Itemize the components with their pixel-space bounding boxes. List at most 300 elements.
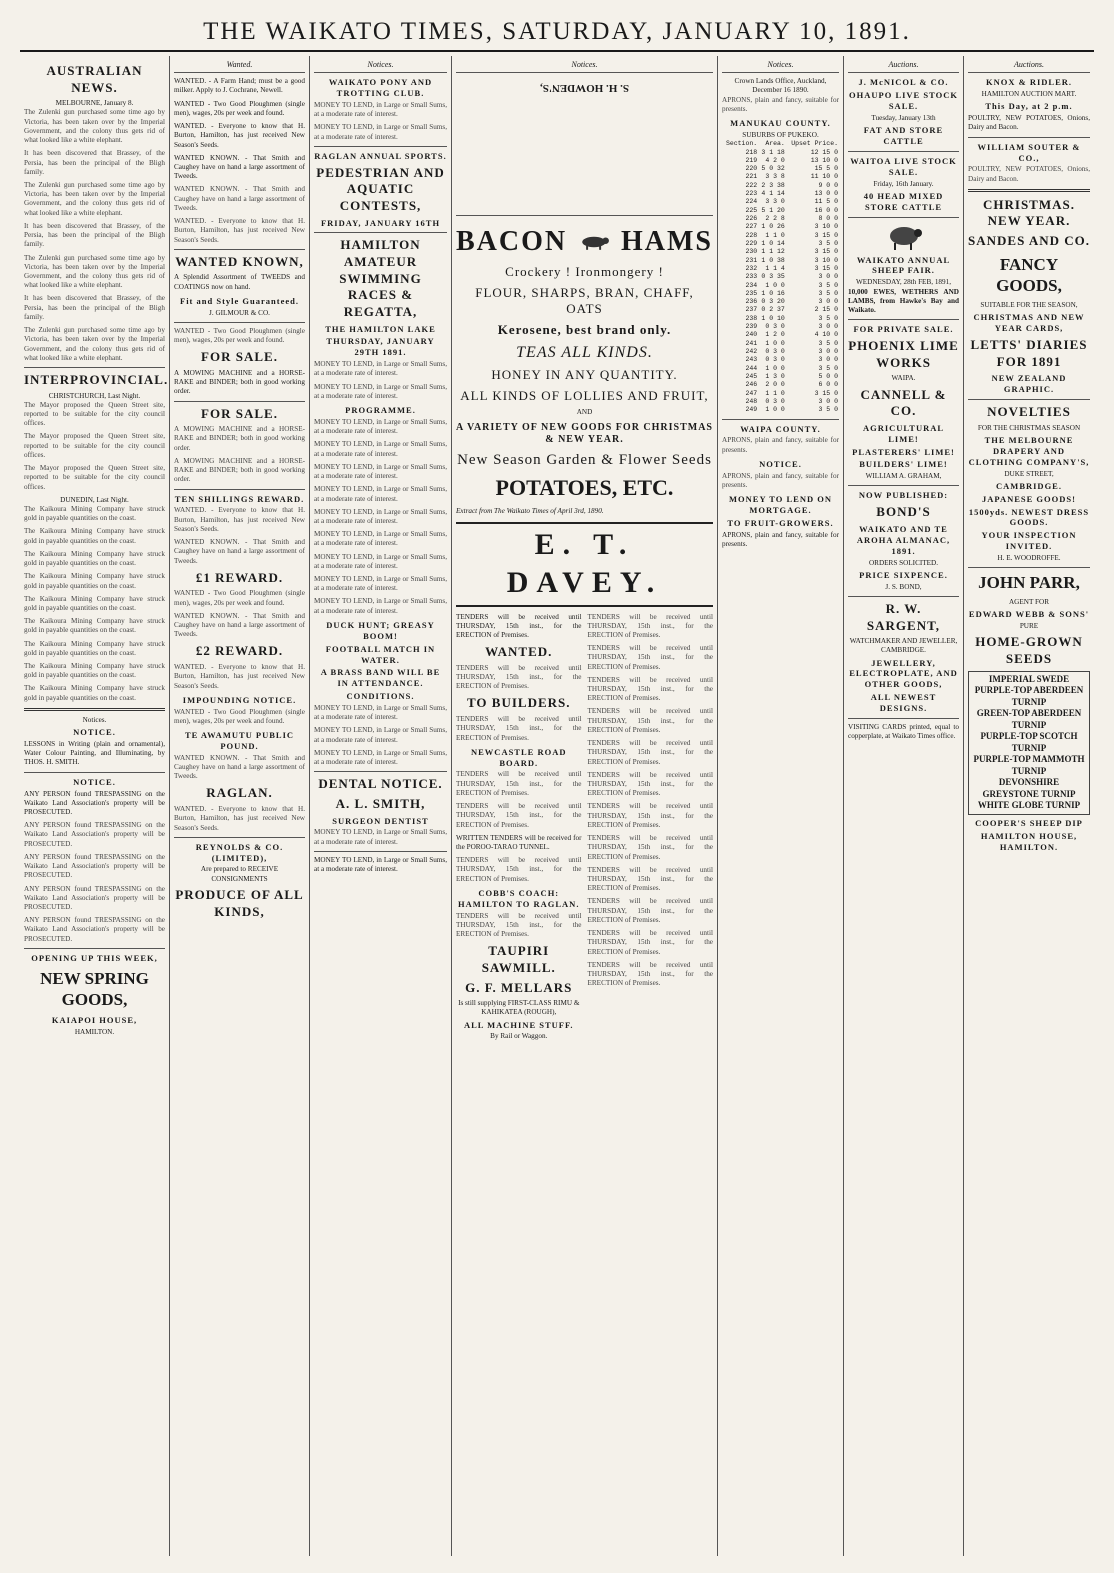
section-price: 3 0 0 [818,356,838,364]
section-number: 244 [745,364,758,372]
section-number: 231 [745,256,758,264]
wanted-known-text: A Splendid Assortment of TWEEDS and COATINGS now on hand. [174,273,305,291]
pure: PURE [1019,622,1039,631]
section-number: 235 [745,289,758,297]
impound-text: WANTED - Two Good Ploughmen (single men), wages, 20s per week and found. [174,707,305,725]
receive: Are prepared to RECEIVE CONSIGNMENTS [200,865,279,883]
section-price: 9 0 0 [818,181,838,189]
col-left [456,613,582,1042]
raglan-sports: RAGLAN ANNUAL SPORTS. [314,150,447,161]
extract: Extract from The Waikato Times of April 3rd, 1890. [456,506,604,515]
column-4 [452,56,718,1556]
for-season: FOR THE CHRISTMAS SEASON [977,423,1081,432]
section-area: 0 3 0 [765,323,785,331]
section-price: 3 0 0 [818,348,838,356]
agent-for: AGENT FOR [1008,598,1049,607]
gilmour: J. GILMOUR & CO. [209,308,270,317]
column-6 [844,56,964,1556]
section-row [722,373,839,381]
section-row [722,365,839,373]
tenders: TENDERS will be received until THURSDAY, 15th inst., for the ERECTION of Premises. [456,612,582,639]
duke-street: DUKE STREET, [1004,469,1054,478]
sandes: SANDES AND CO. [968,233,1090,249]
section-row [722,282,839,290]
section-number: 234 [745,281,758,289]
notice: NOTICE. [759,458,802,469]
now-published: NOW PUBLISHED: [858,490,949,501]
section-number: 241 [745,339,758,347]
sections-table [722,140,839,414]
reward-heading: TEN SHILLINGS REWARD. [174,493,305,504]
pound-text: WANTED KNOWN. - That Smith and Caughey have on hand a large assortment of Tweeds. [174,753,305,781]
crockery: Crockery ! Ironmongery ! [505,264,664,280]
honey: HONEY IN ANY QUANTITY. [491,367,678,383]
woodroffe: H. E. WOODROFFE. [997,554,1061,563]
programme-text: MONEY TO LEND, in Large or Small Sums, at a moderate rate of interest. [314,597,447,615]
section-area: 1 0 0 [765,364,785,372]
section-price: 3 0 0 [818,397,838,405]
japanese: JAPANESE GOODS! [982,493,1076,504]
section-number: 248 [745,397,758,405]
section-price: 3 5 0 [818,406,838,414]
section-number: 245 [745,372,758,380]
programme: PROGRAMME. [345,405,416,416]
section-price: 3 5 0 [818,364,838,372]
section-number: 247 [745,389,758,397]
col-right [588,613,714,1042]
tenders: TENDERS will be received until THURSDAY, 15th inst., for the ERECTION of Premises. [456,770,582,797]
friday: Friday, 16th January. [873,179,934,188]
tenders: TENDERS will be received until THURSDAY, 15th inst., for the ERECTION of Premises. [587,770,713,798]
article-text: The Zulenki gun purchased some time ago by Victoria, has been taken over by the Imperial Government, and the colony thus gets rid of what looked like a white elephant. [24,108,165,145]
section-row [722,215,839,223]
column-heading: Notices. [456,60,713,73]
section-area: 3 3 8 [765,173,785,181]
section-number: 249 [745,406,758,414]
for-sale-text: A MOWING MACHINE and a HORSE-RAKE and BINDER; both in good working order. [174,456,305,484]
notice-text: APRONS, plain and fancy, suitable for presents. [722,471,839,489]
section-row [722,323,839,331]
jsbond: J. S. BOND, [885,582,922,591]
fat-cattle: FAT AND STORE CATTLE [863,125,944,146]
section-area: 5 0 32 [761,165,785,173]
lake: THE HAMILTON LAKE [325,323,436,334]
reward-text: WANTED - Two Good Ploughmen (single men), wages, 20s per week and found. [174,589,305,607]
dress-goods: 1500yds. NEWEST DRESS GOODS. [968,506,1090,528]
raglan-text: WANTED. - Everyone to know that H. Burton, Hamilton, has just received New Season's Seeds. [174,805,305,832]
conditions-text: MONEY TO LEND, in Large or Small Sums, at a moderate rate of interest. [314,748,447,767]
article-text: It has been discovered that Brassey, of the Persia, has been the principal of the Bligh family. [24,221,165,249]
fruit: TO FRUIT-GROWERS. [727,517,834,528]
garden-seeds: New Season Garden & Flower Seeds [457,452,712,469]
seed-item: DEVONSHIRE GREYSTONE TURNIP [982,777,1076,799]
graham: WILLIAM A. GRAHAM, [865,472,942,481]
waitoa: WAITOA LIVE STOCK SALE. [850,155,957,177]
article-text: The Mayor proposed the Queen Street site, reported to be suitable for the city council offices. [24,464,165,491]
tenders: TENDERS will be received until THURSDAY, 15th inst., for the ERECTION of Premises. [587,675,713,703]
watchmaker: WATCHMAKER AND JEWELLER, CAMBRIDGE. [849,637,958,655]
section-price: 3 5 0 [818,339,838,347]
programme-text: MONEY TO LEND, in Large or Small Sums, at a moderate rate of interest. [314,485,447,503]
written: WRITTEN TENDERS will be received for the POROO-TARAO TUNNEL. [456,833,582,852]
pound-heading: TE AWAMUTU PUBLIC POUND. [184,730,295,751]
section-row [722,398,839,406]
section-number: 229 [745,239,758,247]
friday-date: FRIDAY, JANUARY 16TH [320,217,441,228]
letts: LETTS' DIARIES FOR 1891 [970,337,1088,369]
tenders: TENDERS will be received until THURSDAY, 15th inst., for the ERECTION of Premises. [587,802,713,829]
wanted-ad: WANTED KNOWN. - That Smith and Caughey have on hand a large assortment of Tweeds. [174,185,305,212]
auction-mart: HAMILTON AUCTION MART. [981,90,1077,99]
surgeon: SURGEON DENTIST [332,815,429,826]
section-row [722,306,839,314]
wednesday: WEDNESDAY, 28th FEB, 1891, [855,278,952,287]
section-number: 243 [745,356,758,364]
lollies: ALL KINDS OF LOLLIES AND FRUIT, [460,387,709,403]
inspection: YOUR INSPECTION INVITED. [981,530,1077,552]
reward-text: WANTED KNOWN. - That Smith and Caughey have on hand a large assortment of Tweeds. [174,611,305,639]
waipa-text: APRONS, plain and fancy, suitable for presents. [722,436,839,454]
section-area: 1 1 12 [761,248,785,256]
davey: E. T. DAVEY. [456,522,713,607]
section-price: 13 0 0 [814,190,838,198]
article-text: The Zulenki gun purchased some time ago by Victoria, has been taken over by the Imperial Government, and the colony thus gets rid of what looked like a white elephant. [24,181,165,217]
masthead: THE WAIKATO TIMES, SATURDAY, JANUARY 10, 1891. [20,18,1094,52]
area-header: Area. [765,140,785,148]
tuesday: Tuesday, January 13th [871,113,936,122]
article-text: The Kaikoura Mining Company have struck gold in payable quantities on the coast. [24,594,165,612]
agri-lime: AGRICULTURAL LIME! [862,422,945,444]
hamilton-house: HAMILTON HOUSE, HAMILTON. [980,830,1078,852]
notice-text: ANY PERSON found TRESPASSING on the Waikato Land Association's property will be PROSECUTED. [24,821,165,848]
cooper: COOPER'S SHEEP DIP [975,817,1083,828]
section-row [722,149,839,157]
article-text: The Kaikoura Mining Company have struck gold in payable quantities on the coast. [24,662,165,680]
section-area: 1 0 16 [761,289,785,297]
tenders: TENDERS will be received until THURSDAY, 15th inst., for the ERECTION of Premises. [587,929,713,956]
cards: CHRISTMAS AND NEW YEAR CARDS, [973,312,1085,334]
tenders: TENDERS will be received until THURSDAY, 15th inst., for the ERECTION of Premises. [456,663,582,691]
impound-heading: IMPOUNDING NOTICE. [182,694,297,705]
poultry: POULTRY, NEW POTATOES, Onions, Dairy and Bacon. [968,114,1090,132]
jewellery: JEWELLERY, ELECTROPLATE, AND OTHER GOODS, [849,657,958,690]
column-1 [20,56,170,1556]
section-area: 2 3 38 [761,181,785,189]
price: PRICE SIXPENCE. [859,569,948,580]
orders: ORDERS SOLICITED. [868,558,939,567]
section-price: 3 15 0 [814,231,838,239]
section-area: 4 1 14 [761,190,785,198]
section-number: 240 [745,331,758,339]
conditions-text: MONEY TO LEND, in Large or Small Sums, at a moderate rate of interest. [314,726,447,744]
section-number: 246 [745,381,758,389]
seed-list [968,671,1090,815]
section-price: 3 5 0 [818,289,838,297]
smith: A. L. SMITH, [335,795,426,811]
section-area: 1 1 4 [765,264,785,272]
seed-item: IMPERIAL SWEDE [988,673,1070,684]
seed-item: PURPLE-TOP ABERDEEN TURNIP [974,685,1084,707]
section-row [722,340,839,348]
wanted-ad: WANTED. - Everyone to know that H. Burton, Hamilton, has just received New Season's Seeds. [174,122,305,149]
section-price: 3 5 0 [818,281,838,289]
pedestrian: PEDESTRIAN AND AQUATIC CONTESTS, [316,164,445,213]
wanted-ad: WANTED KNOWN. - That Smith and Caughey have on hand a large assortment of Tweeds. [174,153,305,181]
builders: TO BUILDERS. [466,695,571,711]
section-price: 12 15 0 [810,148,838,156]
bacon-word: BACON [456,226,568,258]
section-area: 1 0 0 [765,406,785,414]
section-row [722,198,839,206]
section-number: 236 [745,298,758,306]
section-area: 2 2 8 [765,215,785,223]
section-area: 1 1 0 [765,231,785,239]
column-heading: Notices. [722,60,839,73]
sheep-icon [884,222,924,252]
ohaupo: OHAUPO LIVE STOCK SALE. [849,90,958,111]
section-price: 11 10 0 [810,173,838,181]
sargent: R. W. SARGENT, [866,600,941,633]
mellars: G. F. MELLARS [465,979,573,995]
pony-text: MONEY TO LEND, in Large or Small Sums, at a moderate rate of interest. [314,100,447,119]
reward-heading: £1 REWARD. [195,569,284,585]
programme-text: MONEY TO LEND, in Large or Small Sums, at a moderate rate of interest. [314,575,447,593]
section-number: 238 [745,314,758,322]
notice-title: NOTICE. [73,727,116,738]
cambridge: CAMBRIDGE. [996,480,1062,491]
section-area: 1 0 10 [761,314,785,322]
article-text: The Kaikoura Mining Company have struck gold in payable quantities on the coast. [24,639,165,657]
section-price: 4 10 0 [814,331,838,339]
notices-heading: Notices. [82,715,107,724]
graphic: NEW ZEALAND GRAPHIC. [991,373,1067,395]
teas: TEAS ALL KINDS. [516,343,653,361]
davey-row [456,613,713,1042]
section-row [722,298,839,306]
dateline: CHRISTCHURCH, Last Night. [48,391,141,400]
wanted-ad: WANTED. - A Farm Hand; must be a good milker. Apply to J. Cochrane, Newell. [174,77,305,95]
notice-text: ANY PERSON found TRESPASSING on the Waikato Land Association's property will be PROSECUTED. [24,789,165,816]
section-number: 222 [745,181,758,189]
john-parr: JOHN PARR, [978,573,1080,593]
conditions: CONDITIONS. [346,691,415,702]
raglan-heading: RAGLAN. [206,785,273,801]
programme-text: MONEY TO LEND, in Large or Small Sums, at a moderate rate of interest. [314,530,447,548]
column-7 [964,56,1094,1556]
article-text: The Kaikoura Mining Company have struck gold in payable quantities on the coast. [24,527,165,545]
section-row [722,157,839,165]
column-heading: Auctions. [848,60,959,73]
upset-header: Upset Price. [791,140,838,148]
section-area: 1 0 14 [761,239,785,247]
conditions-text: MONEY TO LEND, in Large or Small Sums, at a moderate rate of interest. [314,704,447,722]
section-number: 233 [745,273,758,281]
section-row [722,381,839,389]
this-day: This Day, at 2 p.m. [985,101,1073,112]
tenders: TENDERS will be received until THURSDAY, 15th inst., for the ERECTION of Premises. [587,707,713,734]
taupiri: TAUPIRI SAWMILL. [481,943,556,975]
bonds: BOND'S [876,504,931,520]
tenders: TENDERS will be received until THURSDAY, 15th inst., for the ERECTION of Premises. [587,897,713,924]
sections-body [722,149,839,415]
section-area: 1 1 0 [765,389,785,397]
bywater: By Rail or Waggon. [490,1032,548,1041]
christmas-new-year: CHRISTMAS. NEW YEAR. [983,196,1075,229]
for-sale-heading: FOR SALE. [201,349,278,365]
swimming-regatta: HAMILTON AMATEUR SWIMMING RACES & REGATTA, [339,237,422,319]
section-price: 3 15 0 [814,389,838,397]
article-text: The Zulenki gun purchased some time ago by Victoria, has been taken over by the Imperial Government, and the colony thus gets rid of what looked like a white elephant. [24,253,165,290]
section-area: 4 2 0 [765,156,785,164]
ad-spring-goods: NEW SPRING GOODS, [40,968,149,1010]
section-row [722,290,839,298]
rough: Is still supplying FIRST-CLASS RIMU & KAHIKATEA (ROUGH), [458,999,580,1017]
for-sale-text: A MOWING MACHINE and a HORSE-RAKE and BINDER; both in good working order. [174,425,305,452]
section-area: 0 3 0 [765,356,785,364]
flour: FLOUR, SHARPS, BRAN, CHAFF, OATS [475,284,694,317]
section-price: 5 0 0 [818,372,838,380]
crown-lands: Crown Lands Office, Auckland, December 16 1890. [734,77,827,95]
column-heading: Notices. [314,60,447,73]
souter-text: POULTRY, NEW POTATOES, Onions, Dairy and Bacon. [968,165,1090,183]
notice-text: ANY PERSON found TRESPASSING on the Waikato Land Association's property will be PROSECUTED. [24,852,165,880]
section-number: 242 [745,348,758,356]
section-row [722,207,839,215]
section-price: 6 0 0 [818,381,838,389]
dental-notice: DENTAL NOTICE. [318,776,443,792]
article-text: It has been discovered that Brassey, of the Persia, has been the principal of the Bligh family. [24,149,165,176]
newcastle: NEWCASTLE ROAD BOARD. [471,746,567,768]
phoenix: PHOENIX LIME WORKS [848,338,959,370]
section-price: 3 15 0 [814,248,838,256]
section-number: 218 [745,148,758,156]
waipa: WAIPA COUNTY. [740,423,821,434]
variety: A VARIETY OF NEW GOODS FOR CHRISTMAS & NEW YEAR. [456,421,713,446]
pig-icon [577,230,611,254]
section-area: 0 3 35 [761,273,785,281]
notice-text: ANY PERSON found TRESPASSING on the Waikato Land Association's property will be PROSECUTED. [24,916,165,943]
wanted-ad: WANTED - Two Good Ploughmen (single men), wages, 20s per week and found. [174,326,305,345]
article-text: The Kaikoura Mining Company have struck gold in payable quantities on the coast. [24,617,165,635]
section-price: 15 5 0 [814,165,838,173]
notice-text: LESSONS in Writing (plain and ornamental), Water Colour Painting, and Illuminating, by THOS. H. SMITH. [24,740,165,767]
article-text: The Mayor proposed the Queen Street site, reported to be suitable for the city council offices. [24,432,165,459]
ewes: 10,000 EWES, WETHERS AND LAMBS, from Hawke's Bay and Waikato. [848,287,959,314]
article-text: The Kaikoura Mining Company have struck gold in payable quantities on the coast. [24,684,165,702]
section-area: 3 1 18 [761,148,785,156]
interprovincial-heading: INTERPROVINCIAL. [24,371,169,387]
tenders: TENDERS will be received until THURSDAY, 15th inst., for the ERECTION of Premises. [587,960,713,988]
mcnicol: J. McNICOL & CO. [858,77,949,88]
section-area: 2 0 0 [765,381,785,389]
knox-ridler: KNOX & RIDLER. [985,77,1073,88]
ad-location: HAMILTON. [74,1028,115,1037]
money: MONEY TO LEND ON MORTGAGE. [729,494,832,516]
section-area: 1 0 0 [765,281,785,289]
article-text: The Kaikoura Mining Company have struck gold in payable quantities on the coast. [24,549,165,568]
section-number: 227 [745,223,758,231]
section-row [722,315,839,323]
suitable: SUITABLE FOR THE SEASON, [980,301,1078,310]
cannell: CANNELL & CO. [860,386,947,419]
reynolds: REYNOLDS & CO. (LIMITED), [195,841,284,863]
dateline: DUNEDIN, Last Night. [60,495,129,504]
programme-text: MONEY TO LEND, in Large or Small Sums, at a moderate rate of interest. [314,507,447,525]
tenders: TENDERS will be received until THURSDAY, 15th inst., for the ERECTION of Premises. [587,865,713,893]
section-row [722,356,839,364]
section-number: 224 [745,198,758,206]
tenders: TENDERS will be received until THURSDAY, 15th inst., for the ERECTION of Premises. [456,911,582,939]
pony-text: MONEY TO LEND, in Large or Small Sums, at a moderate rate of interest. [314,123,447,141]
novelties: NOVELTIES [987,404,1071,420]
kerosene: Kerosene, best brand only. [497,322,672,338]
section-number: 230 [745,248,758,256]
section-row [722,223,839,231]
forty-head: 40 HEAD MIXED STORE CATTLE [863,190,944,212]
dateline: MELBOURNE, January 8. [55,99,134,108]
section-price: 16 0 0 [814,206,838,214]
section-row [722,232,839,240]
seed-item: GREEN-TOP ABERDEEN TURNIP [976,708,1082,730]
souter: WILLIAM SOUTER & CO., [977,141,1081,163]
column-heading: Auctions. [968,60,1090,73]
ad-opening: OPENING UP THIS WEEK, [31,952,158,963]
section-area: 0 3 20 [761,298,785,306]
tenders: TENDERS will be received until THURSDAY, 15th inst., for the ERECTION of Premises. [456,802,582,829]
reward-text: WANTED KNOWN. - That Smith and Caughey have on hand a large assortment of Tweeds. [174,538,305,565]
section-price: 3 10 0 [814,256,838,264]
and: AND [576,408,593,417]
programme-text: MONEY TO LEND, in Large or Small Sums, at a moderate rate of interest. [314,552,447,570]
tenders: TENDERS will be received until THURSDAY, 15th inst., for the ERECTION of Premises. [456,715,582,742]
section-area: 0 3 0 [765,397,785,405]
section-number: 225 [745,206,758,214]
plast-lime: PLASTERERS' LIME! [852,446,955,457]
potatoes: POTATOES, ETC. [495,475,674,501]
section-area: 3 3 0 [765,198,785,206]
for-sale-text: A MOWING MACHINE and a HORSE-RAKE and BINDER; both in good working order. [174,368,305,396]
section-price: 3 10 0 [814,223,838,231]
section-price: 3 15 0 [814,264,838,272]
section-price: 3 0 0 [818,273,838,281]
column-2 [170,56,310,1556]
section-row [722,273,839,281]
australian-news-heading: AUSTRALIAN NEWS. [46,63,143,95]
section-number: 223 [745,190,758,198]
column-heading: Wanted. [174,60,305,73]
section-area: 1 0 0 [765,339,785,347]
newspaper-columns [20,56,1094,1556]
section-price: 3 0 0 [818,323,838,331]
ad-kaiapoi: KAIAPOI HOUSE, [51,1015,138,1026]
seed-item: WHITE GLOBE TURNIP [977,800,1081,811]
section-number: 226 [745,215,758,223]
section-row [722,190,839,198]
section-row [722,240,839,248]
wanted: WANTED. [485,644,553,660]
column-3 [310,56,452,1556]
article-text: The Mayor proposed the Queen Street site, reported to be suitable for the city council offices. [24,400,165,428]
seed-item: PURPLE-TOP SCOTCH TURNIP [980,731,1078,753]
section-row [722,348,839,356]
visiting-cards: VISITING CARDS printed, equal to copperplate, at Waikato Times office. [848,722,959,741]
section-area: 0 3 0 [765,348,785,356]
section-area: 1 3 0 [765,372,785,380]
section-number: 221 [745,173,758,181]
article-text: The Zulenki gun purchased some time ago by Victoria, has been taken over by the Imperial Government, and the colony thus gets rid of what looked like a white elephant. [24,326,165,362]
home-grown: HOME-GROWN SEEDS [975,634,1083,667]
wanted-known-heading: WANTED KNOWN, [175,253,304,269]
